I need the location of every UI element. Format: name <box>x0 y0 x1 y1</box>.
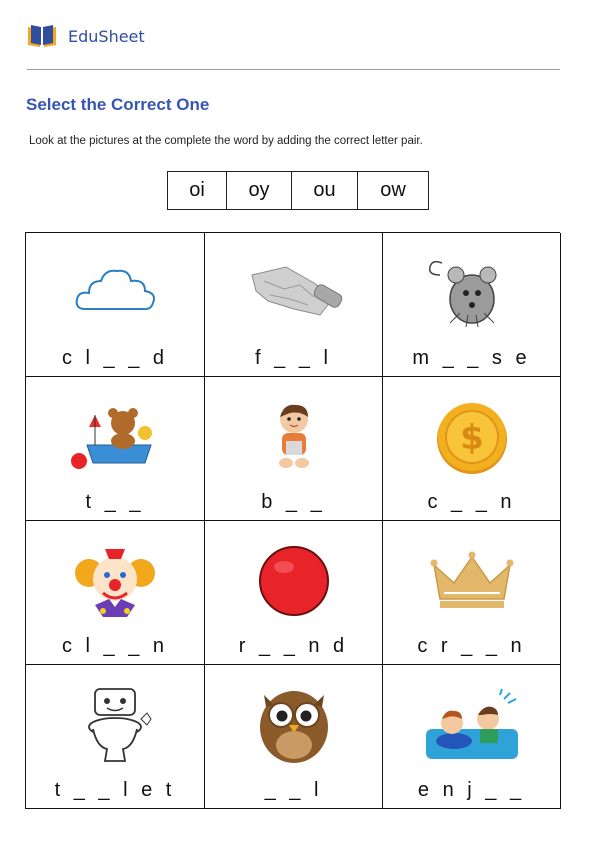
owl-icon <box>244 685 344 765</box>
word-puzzle: _ _ l <box>264 779 323 801</box>
crown-icon <box>422 541 522 621</box>
word-card <box>383 665 561 809</box>
word-puzzle: f _ _ l <box>255 347 332 369</box>
brand-name: EduSheet <box>68 26 145 46</box>
cloud-icon <box>65 253 165 333</box>
word-puzzle: e n j _ _ <box>417 779 526 801</box>
word-puzzle: t _ _ l e t <box>54 779 176 801</box>
word-card <box>205 233 383 377</box>
word-puzzle: m _ _ s e <box>412 347 531 369</box>
clown-icon <box>65 541 165 621</box>
word-puzzle: r _ _ n d <box>238 635 349 657</box>
worksheet-title: Select the Correct One <box>26 95 210 114</box>
word-card <box>26 665 205 809</box>
word-puzzle: c r _ _ n <box>417 635 526 657</box>
word-puzzle: t _ _ <box>85 491 145 513</box>
svg-text:$: $ <box>459 418 484 458</box>
enjoy-icon <box>422 685 522 765</box>
word-grid <box>25 232 560 809</box>
letter-pair: oy <box>227 172 292 209</box>
toilet-icon <box>65 685 165 765</box>
word-card <box>26 521 205 665</box>
word-puzzle: c l _ _ n <box>61 635 169 657</box>
word-card <box>205 665 383 809</box>
round-icon <box>244 541 344 621</box>
instructions: Look at the pictures at the complete the word by adding the correct letter pair. <box>29 135 423 147</box>
coin-icon <box>422 397 522 477</box>
mouse-icon <box>422 253 522 333</box>
letter-pair: oi <box>168 172 227 209</box>
letter-pair: ou <box>292 172 358 209</box>
word-card <box>205 521 383 665</box>
toys-icon <box>65 397 165 477</box>
foil-icon <box>244 253 344 333</box>
word-card <box>205 377 383 521</box>
letter-pair-box <box>167 171 429 210</box>
word-puzzle: b _ _ <box>261 491 326 513</box>
word-card <box>383 521 561 665</box>
word-card <box>383 377 561 521</box>
word-card <box>26 233 205 377</box>
open-book-icon <box>26 23 58 49</box>
word-puzzle: c l _ _ d <box>61 347 169 369</box>
word-card <box>26 377 205 521</box>
word-card <box>383 233 561 377</box>
brand <box>26 22 145 50</box>
header-divider <box>27 69 560 70</box>
boy-icon <box>244 397 344 477</box>
word-puzzle: c _ _ n <box>427 491 516 513</box>
letter-pair: ow <box>380 179 406 201</box>
